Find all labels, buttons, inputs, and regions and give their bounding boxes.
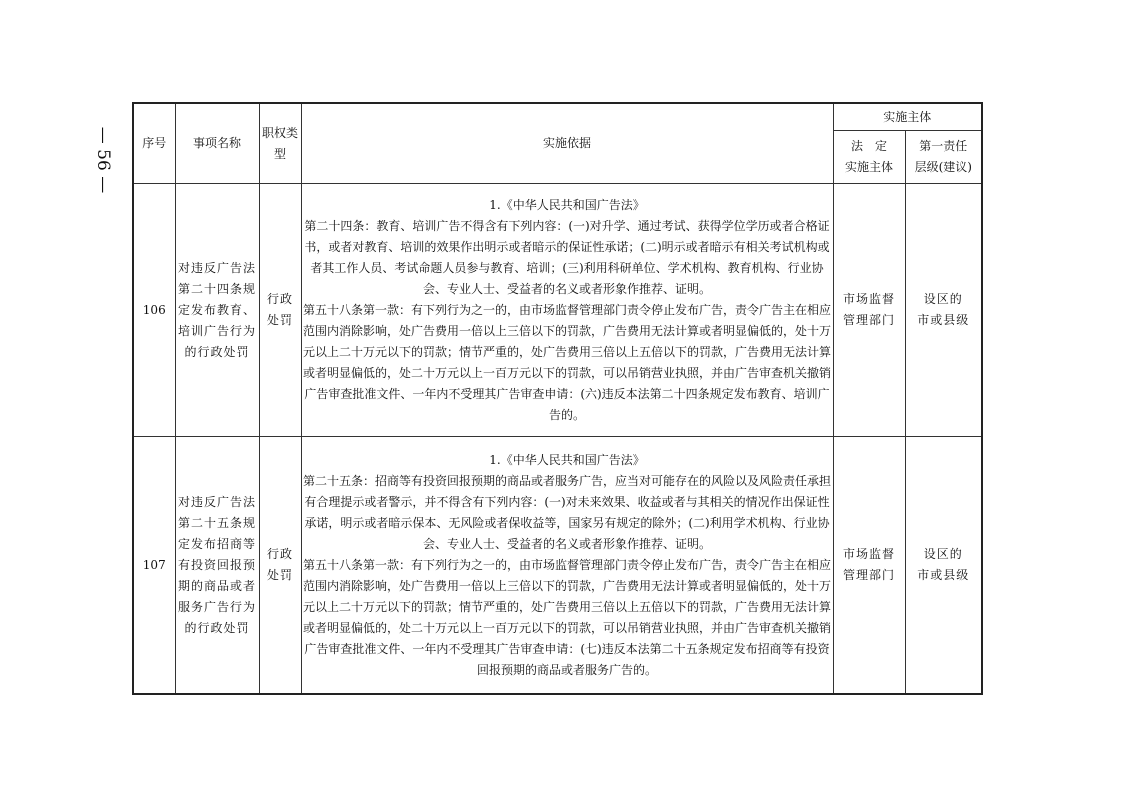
row-implementation-basis [301,184,833,437]
header-authority-type-text: 职权类型 [261,125,298,161]
row-responsibility-level-text: 设区的 市或县级 [917,547,970,582]
header-implementation-basis: 实施依据 [301,103,833,184]
basis-article: 第二十四条：教育、培训广告不得含有下列内容：(一)对升学、通过考试、获得学位学历或者合格证书，或者对教育、培训的效果作出明示或者暗示的保证性承诺；(二)明示或者暗示有相关考试机构或者其工作人员、考试命题人员参与教育、培训；(三)利用科研单位、学术机构、教育机构、行业协会、专业人士、受益者的名义或者形象作推荐、证明。 [304,218,830,296]
table-row [133,184,982,437]
basis-penalty-article: 第五十八条第一款：有下列行为之一的，由市场监督管理部门责令停止发布广告，责令广告主在相应范围内消除影响，处广告费用一倍以上三倍以下的罚款，广告费用无法计算或者明显偏低的，处十万元以上二十万元以下的罚款；情节严重的，处广告费用三倍以上五倍以下的罚款，广告费用无法计算或者明显偏低的，处二十万元以上一百万元以下的罚款，可以吊销营业执照，并由广告审查机关撤销广告审查批准文件、一年内不受理其广告审查申请：(六)违反本法第二十四条规定发布教育、培训广告的。 [302,302,831,422]
header-seq: 序号 [133,103,175,184]
header-implementation-subject: 实施主体 [833,103,982,131]
row-implementation-basis [301,437,833,695]
header-item-name: 事项名称 [175,103,259,184]
row-responsibility-level [905,437,982,695]
enforcement-items-table [132,102,983,695]
row-legal-subject [833,184,905,437]
row-item-name: 对违反广告法第二十四条规定发布教育、培训广告行为的行政处罚 [175,184,259,437]
row-authority-type-text: 行政 处罚 [266,547,293,582]
row-legal-subject [833,437,905,695]
row-responsibility-level [905,184,982,437]
row-seq: 107 [133,437,175,695]
table-row [133,437,982,695]
row-authority-type [259,437,301,695]
header-responsibility-level [905,131,982,184]
basis-law-title: 1.《中华人民共和国广告法》 [489,452,645,467]
basis-article: 第二十五条：招商等有投资回报预期的商品或者服务广告，应当对可能存在的风险以及风险责任承担有合理提示或者警示，并不得含有下列内容：(一)对未来效果、收益或者与其相关的情况作出保证性承诺，明示或者暗示保本、无风险或者保收益等，国家另有规定的除外；(二)利用学术机构、行业协会、专业人士、受益者的名义或者形象作推荐、证明。 [302,473,831,551]
page-number-text: — 56 — [93,126,114,194]
row-legal-subject-text: 市场监督 管理部门 [842,292,895,327]
header-legal-subject-text: 法 定 实施主体 [844,139,893,174]
row-authority-type [259,184,301,437]
row-seq: 106 [133,184,175,437]
basis-law-title: 1.《中华人民共和国广告法》 [489,197,645,212]
basis-penalty-article: 第五十八条第一款：有下列行为之一的，由市场监督管理部门责令停止发布广告，责令广告主在相应范围内消除影响，处广告费用一倍以上三倍以下的罚款，广告费用无法计算或者明显偏低的，处十万元以上二十万元以下的罚款；情节严重的，处广告费用三倍以上五倍以下的罚款，广告费用无法计算或者明显偏低的，处二十万元以上一百万元以下的罚款，可以吊销营业执照，并由广告审查机关撤销广告审查批准文件、一年内不受理其广告审查申请：(七)违反本法第二十五条规定发布招商等有投资回报预期的商品或者服务广告的。 [302,557,831,677]
row-responsibility-level-text: 设区的 市或县级 [917,292,970,327]
header-authority-type [259,103,301,184]
page-number [88,120,118,200]
row-legal-subject-text: 市场监督 管理部门 [842,547,895,582]
row-item-name: 对违反广告法第二十五条规定发布招商等有投资回报预期的商品或者服务广告行为的行政处罚 [175,437,259,695]
header-legal-subject [833,131,905,184]
header-responsibility-level-text: 第一责任 层级(建议) [914,139,972,174]
row-authority-type-text: 行政 处罚 [266,292,293,327]
